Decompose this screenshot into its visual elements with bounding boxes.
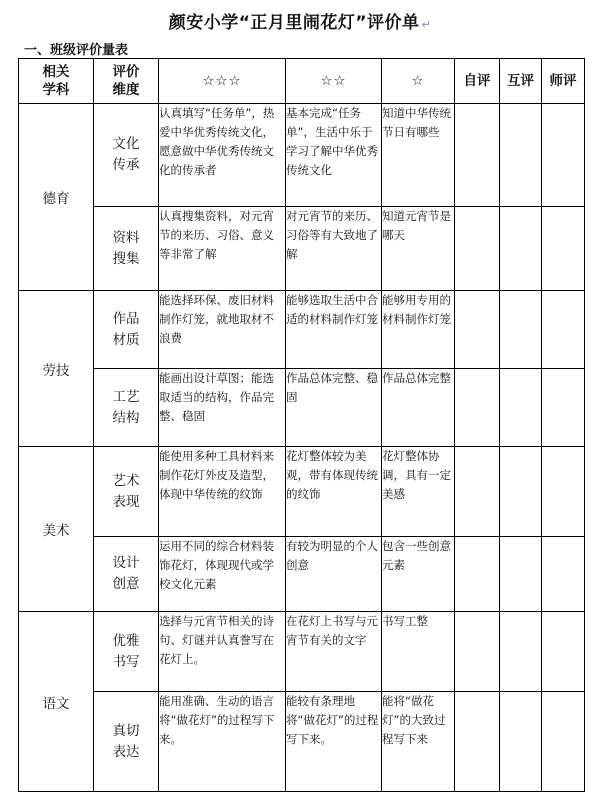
criteria-three-star: 认真填写“任务单”，热爱中华优秀传统文化，愿意做中华优秀传统文化的传承者 xyxy=(159,104,286,207)
dimension-text: 工艺 结构 xyxy=(112,388,140,426)
self-eval-cell[interactable] xyxy=(455,447,500,537)
header-teacher-eval: 师评 xyxy=(542,59,585,104)
header-self-eval: 自评 xyxy=(455,59,500,104)
table-row xyxy=(19,612,585,692)
teacher-eval-cell[interactable] xyxy=(542,291,585,369)
dimension-cell xyxy=(94,104,159,207)
page-title-text: 颜安小学“正月里闹花灯”评价单 xyxy=(168,13,420,33)
table-row xyxy=(19,447,585,537)
peer-eval-cell[interactable] xyxy=(500,291,542,369)
header-two-star: ☆☆ xyxy=(286,59,382,104)
criteria-two-star: 能较有条理地将“做花灯”的过程写下来。 xyxy=(286,692,382,792)
criteria-three-star: 能画出设计草图；能选取适当的结构，作品完整、稳固 xyxy=(159,369,286,447)
dimension-text: 设计 创意 xyxy=(112,555,140,592)
subject-cell: 语文 xyxy=(19,612,94,792)
criteria-two-star: 作品总体完整、稳固 xyxy=(286,369,382,447)
criteria-one-star: 作品总体完整 xyxy=(382,369,455,447)
criteria-one-star: 书写工整 xyxy=(382,612,455,692)
table-row xyxy=(19,207,585,291)
subject-cell: 劳技 xyxy=(19,291,94,447)
criteria-two-star: 基本完成“任务单”，生活中乐于学习了解中华优秀传统文化 xyxy=(286,104,382,207)
teacher-eval-cell[interactable] xyxy=(542,692,585,792)
criteria-one-star: 知道中华传统节日有哪些 xyxy=(382,104,455,207)
table-row xyxy=(19,369,585,447)
peer-eval-cell[interactable] xyxy=(500,369,542,447)
self-eval-cell[interactable] xyxy=(455,207,500,291)
self-eval-cell[interactable] xyxy=(455,692,500,792)
teacher-eval-cell[interactable] xyxy=(542,369,585,447)
peer-eval-cell[interactable] xyxy=(500,692,542,792)
criteria-three-star: 选择与元宵节相关的诗句、灯谜并认真誊写在花灯上。 xyxy=(159,612,286,692)
dimension-text: 文化 传承 xyxy=(112,136,140,173)
dimension-cell xyxy=(94,447,159,537)
self-eval-cell[interactable] xyxy=(455,537,500,612)
criteria-three-star: 认真搜集资料，对元宵节的来历、习俗、意义等非常了解 xyxy=(159,207,286,291)
teacher-eval-cell[interactable] xyxy=(542,104,585,207)
criteria-two-star: 花灯整体较为美观，带有体现传统的纹饰 xyxy=(286,447,382,537)
header-dimension xyxy=(94,59,159,104)
header-subject-text: 相关 学科 xyxy=(42,64,70,98)
dimension-cell xyxy=(94,369,159,447)
criteria-two-star: 对元宵节的来历、习俗等有大致地了解 xyxy=(286,207,382,291)
header-three-star: ☆☆☆ xyxy=(159,59,286,104)
criteria-one-star: 能够用专用的材料制作灯笼 xyxy=(382,291,455,369)
criteria-one-star: 知道元宵节是哪天 xyxy=(382,207,455,291)
self-eval-cell[interactable] xyxy=(455,612,500,692)
table-row xyxy=(19,104,585,207)
dimension-cell xyxy=(94,291,159,369)
subject-cell: 美术 xyxy=(19,447,94,612)
subject-cell: 德育 xyxy=(19,104,94,291)
evaluation-table xyxy=(18,58,585,792)
table-row xyxy=(19,692,585,792)
peer-eval-cell[interactable] xyxy=(500,612,542,692)
criteria-one-star: 花灯整体协调，具有一定美感 xyxy=(382,447,455,537)
dimension-text: 艺术 表现 xyxy=(112,472,140,510)
page-title xyxy=(0,8,600,33)
table-row xyxy=(19,537,585,612)
dimension-text: 资料 搜集 xyxy=(112,229,140,267)
dimension-text: 作品 材质 xyxy=(112,310,140,348)
dimension-cell xyxy=(94,207,159,291)
criteria-three-star: 能选择环保、废旧材料制作灯笼，就地取材不浪费 xyxy=(159,291,286,369)
dimension-cell xyxy=(94,537,159,612)
section-heading: 一、班级评价量表 xyxy=(24,43,129,58)
dimension-text: 优雅 书写 xyxy=(112,632,140,670)
header-subject xyxy=(19,59,94,104)
criteria-three-star: 能用准确、生动的语言将“做花灯”的过程写下来。 xyxy=(159,692,286,792)
teacher-eval-cell[interactable] xyxy=(542,612,585,692)
criteria-one-star: 包含一些创意元素 xyxy=(382,537,455,612)
self-eval-cell[interactable] xyxy=(455,291,500,369)
criteria-three-star: 运用不同的综合材料装饰花灯，体现现代或学校文化元素 xyxy=(159,537,286,612)
teacher-eval-cell[interactable] xyxy=(542,207,585,291)
criteria-two-star: 有较为明显的个人创意 xyxy=(286,537,382,612)
peer-eval-cell[interactable] xyxy=(500,537,542,612)
peer-eval-cell[interactable] xyxy=(500,104,542,207)
criteria-three-star: 能使用多种工具材料来制作花灯外皮及造型，体现中华传统的纹饰 xyxy=(159,447,286,537)
self-eval-cell[interactable] xyxy=(455,369,500,447)
header-peer-eval: 互评 xyxy=(500,59,542,104)
criteria-two-star: 能够选取生活中合适的材料制作灯笼 xyxy=(286,291,382,369)
dimension-cell xyxy=(94,692,159,792)
teacher-eval-cell[interactable] xyxy=(542,537,585,612)
teacher-eval-cell[interactable] xyxy=(542,447,585,537)
peer-eval-cell[interactable] xyxy=(500,447,542,537)
table-row xyxy=(19,291,585,369)
header-row xyxy=(19,59,585,104)
criteria-one-star: 能将“做花灯”的大致过程写下来 xyxy=(382,692,455,792)
peer-eval-cell[interactable] xyxy=(500,207,542,291)
header-dimension-text: 评价 维度 xyxy=(112,64,140,98)
dimension-cell xyxy=(94,612,159,692)
dimension-text: 真切 表达 xyxy=(112,722,140,760)
self-eval-cell[interactable] xyxy=(455,104,500,207)
criteria-two-star: 在花灯上书写与元宵节有关的文字 xyxy=(286,612,382,692)
header-one-star: ☆ xyxy=(382,59,455,104)
paragraph-mark-icon: ↵ xyxy=(421,18,432,31)
